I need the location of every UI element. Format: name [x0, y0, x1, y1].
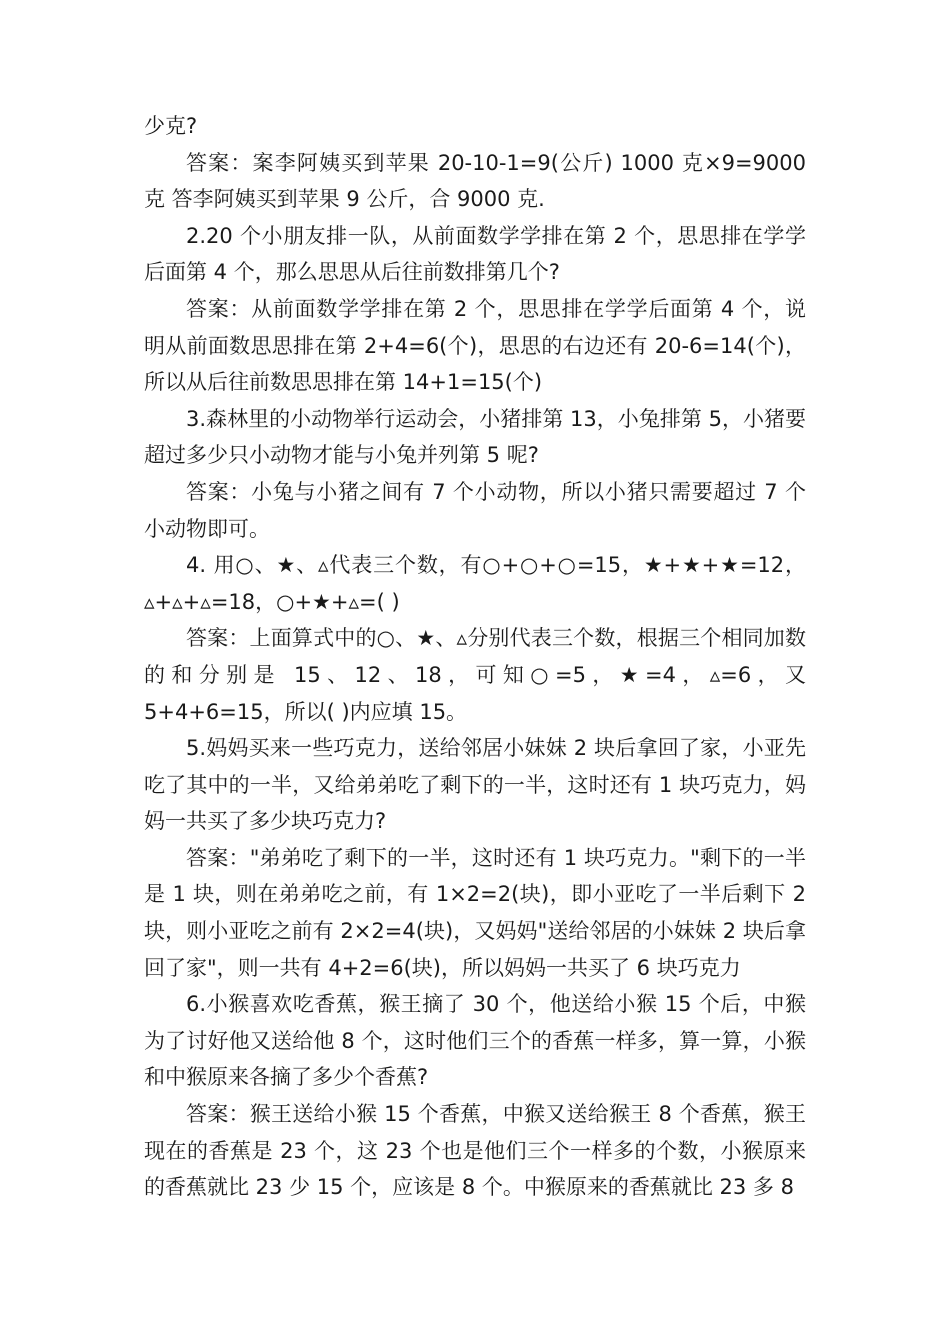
question-paragraph: 2.20 个小朋友排一队，从前面数学学排在第 2 个，思思排在学学后面第 4 个，那么思思从后往前数排第几个?	[144, 223, 806, 285]
question-paragraph: 3.森林里的小动物举行运动会，小猪排第 13，小兔排第 5，小猪要超过多少只小动物才能与小兔并列第 5 呢?	[144, 406, 806, 468]
document-body	[144, 108, 806, 1206]
question-paragraph: 5.妈妈买来一些巧克力，送给邻居小妹妹 2 块后拿回了家，小亚先吃了其中的一半，又给弟弟吃了剩下的一半，这时还有 1 块巧克力，妈妈一共买了多少块巧克力?	[144, 736, 806, 834]
question-paragraph: 4. 用○、★、▵代表三个数，有○+○+○=15，★+★+★=12，▵+▵+▵=18，○+★+▵=( )	[144, 553, 806, 614]
answer-paragraph: 答案：从前面数学学排在第 2 个，思思排在学学后面第 4 个，说明从前面数思思排在第 2+4=6(个)，思思的右边还有 20-6=14(个)，所以从后往前数思思排在第 14+1=15(个)	[144, 296, 806, 395]
answer-paragraph: 答案：案李阿姨买到苹果 20-10-1=9(公斤) 1000 克×9=9000 克 答李阿姨买到苹果 9 公斤，合 9000 克.	[144, 150, 806, 212]
paragraph-continuation: 少克?	[144, 114, 198, 138]
question-paragraph: 6.小猴喜欢吃香蕉，猴王摘了 30 个，他送给小猴 15 个后，中猴为了讨好他又送给他 8 个，这时他们三个的香蕉一样多，算一算，小猴和中猴原来各摘了多少个香蕉?	[144, 992, 806, 1090]
answer-paragraph: 答案："弟弟吃了剩下的一半，这时还有 1 块巧克力。"剩下的一半是 1 块，则在弟弟吃之前，有 1×2=2(块)，即小亚吃了一半后剩下 2 块，则小亚吃之前有 2×2=4(块)，又妈妈"送给邻居的小妹妹 2 块后拿回了家"，则一共有 4+2=6(块)，所以妈妈一共买了 6 块巧克力	[144, 845, 806, 980]
answer-paragraph: 答案：小兔与小猪之间有 7 个小动物，所以小猪只需要超过 7 个小动物即可。	[144, 479, 806, 541]
answer-paragraph: 答案：猴王送给小猴 15 个香蕉，中猴又送给猴王 8 个香蕉，猴王现在的香蕉是 23 个，这 23 个也是他们三个一样多的个数，小猴原来的香蕉就比 23 少 15 个，应该是 8 个。中猴原来的香蕉就比 23 多 8	[144, 1102, 806, 1200]
answer-paragraph: 答案：上面算式中的○、★、▵分别代表三个数，根据三个相同加数的和分别是 15、12、18，可知○=5，★=4，▵=6，又 5+4+6=15，所以( )内应填 15。	[144, 626, 806, 724]
